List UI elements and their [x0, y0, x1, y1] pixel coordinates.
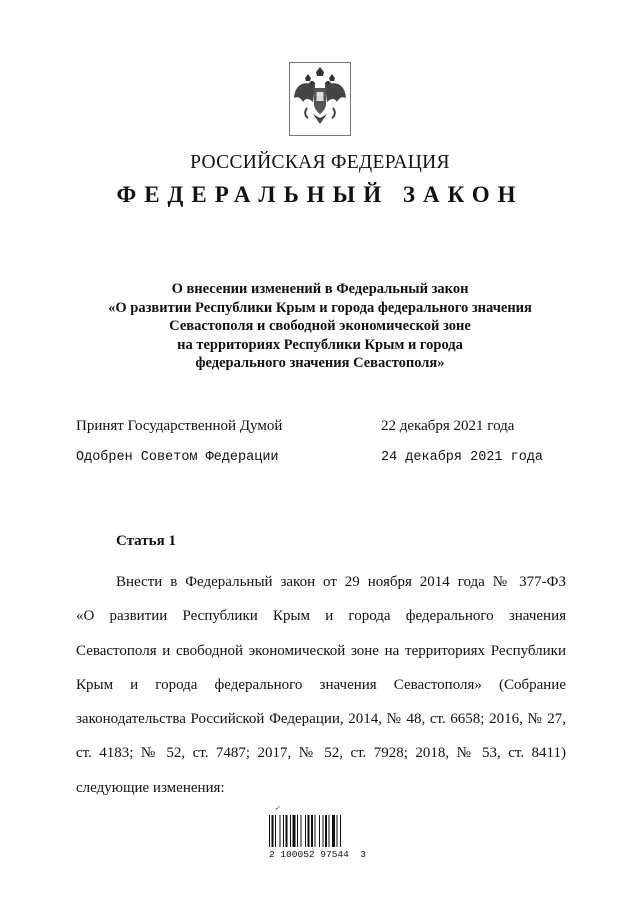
title-line: федерального значения Севастополя» — [195, 355, 445, 371]
document-type-heading: ФЕДЕРАЛЬНЫЙ ЗАКОН — [116, 182, 524, 207]
coat-of-arms-emblem — [289, 62, 351, 136]
barcode-bar — [311, 815, 313, 847]
barcode-bar — [272, 815, 274, 847]
title-line: на территориях Республики Крым и города — [177, 336, 463, 353]
barcode-bar — [315, 815, 316, 847]
article-line: Крым и города федерального значения Севастополя» (Собрание — [76, 676, 566, 693]
barcode-bar — [337, 815, 338, 847]
barcode-bar — [269, 815, 270, 847]
title-line: Севастополя и свободной экономической зоне — [169, 318, 471, 334]
barcode-number: 2 100052 97544 3 — [269, 849, 366, 860]
barcode-bar — [325, 815, 327, 847]
barcode-bar — [332, 815, 335, 847]
duma-adoption-date: 22 декабря 2021 года — [381, 418, 515, 434]
article-line: «О развитии Республики Крым и города федерального значения — [76, 608, 566, 625]
barcode-bar — [283, 815, 284, 847]
barcode-bar — [297, 815, 298, 847]
barcode-bar — [290, 815, 291, 847]
article-heading: Статья 1 — [116, 533, 176, 549]
barcode-bar — [323, 815, 324, 847]
barcode-bars — [269, 815, 375, 847]
article-line: следующие изменения: — [76, 779, 225, 796]
country-heading: РОССИЙСКАЯ ФЕДЕРАЦИЯ — [190, 152, 450, 173]
title-line: «О развитии Республики Крым и города федерального значения — [108, 299, 532, 316]
barcode-bar — [319, 815, 320, 847]
document-barcode — [263, 805, 385, 859]
title-line: О внесении изменений в Федеральный закон — [171, 281, 469, 297]
article-line: Внести в Федеральный закон от 29 ноября 2014 года № 377-ФЗ — [116, 574, 566, 590]
council-approval-label: Одобрен Советом Федерации — [76, 450, 279, 465]
article-line: Севастополя и свободной экономической зоне на территориях Республики — [76, 642, 566, 659]
barcode-mark-icon: ✓ — [275, 806, 281, 812]
council-approval-date: 24 декабря 2021 года — [381, 450, 544, 465]
article-line: ст. 4183; № 52, ст. 7487; 2017, № 52, ст. 7928; 2018, № 53, ст. 8411) — [76, 745, 566, 762]
barcode-bar — [286, 815, 288, 847]
barcode-bar — [275, 815, 276, 847]
article-line: законодательства Российской Федерации, 2014, № 48, ст. 6658; 2016, № 27, — [76, 711, 566, 728]
law-title — [60, 280, 580, 373]
duma-adoption-label: Принят Государственной Думой — [76, 418, 283, 434]
russian-coat-of-arms-icon — [289, 62, 351, 136]
barcode-bar — [280, 815, 281, 847]
barcode-bar — [301, 815, 302, 847]
article-body — [76, 565, 566, 805]
barcode-bar — [308, 815, 310, 847]
barcode-bar — [293, 815, 296, 847]
barcode-bar — [340, 815, 341, 847]
barcode-bar — [305, 815, 306, 847]
barcode-bar — [329, 815, 330, 847]
